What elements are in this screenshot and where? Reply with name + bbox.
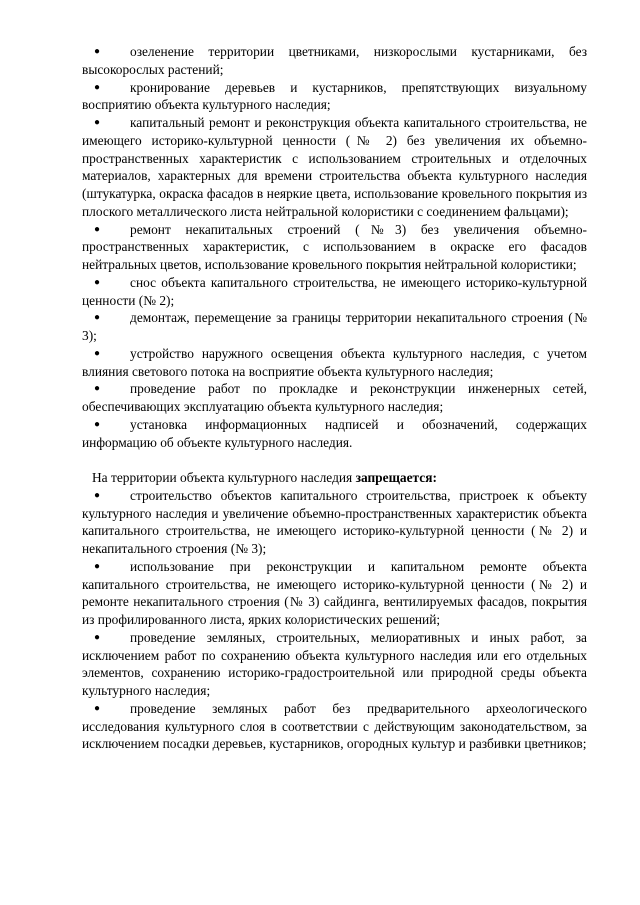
list-item: [82, 380, 587, 416]
list-item: [82, 558, 587, 629]
list-item-text: демонтаж, перемещение за границы территории некапитального строения (№ 3);: [82, 310, 587, 343]
prohibited-works-list: [82, 487, 587, 753]
bullet-icon: ●: [94, 702, 101, 714]
list-item-text: проведение земляных работ без предварительного археологического исследования культурного слоя в соответствии с действующим законодательством, за исключением посадки деревьев, кустарников, огородных культур и разбивки цветников;: [82, 700, 587, 752]
list-item: [82, 79, 587, 115]
bullet-icon: ●: [94, 347, 101, 359]
list-item: [82, 487, 587, 558]
list-item: [82, 43, 587, 79]
bullet-icon: ●: [94, 117, 101, 128]
prohibitions-intro: На территории объекта культурного наследия: [92, 470, 356, 485]
bullet-icon: ●: [94, 312, 101, 324]
list-item-text: кронирование деревьев и кустарников, препятствующих визуальному восприятию объекта культурного наследия;: [82, 79, 587, 113]
bullet-icon: ●: [94, 223, 101, 235]
list-item: [82, 345, 587, 381]
permitted-works-list: [82, 43, 587, 451]
bullet-icon: ●: [94, 46, 101, 57]
bullet-icon: ●: [94, 560, 101, 572]
list-item: [82, 309, 587, 345]
prohibitions-emphasis: запрещается:: [355, 470, 437, 485]
list-item-text: ремонт некапитальных строений (№3) без увеличения объемно-пространственных характеристик, с использованием в окраске его фасадов нейтральных цветов, использование кровельного покрытия нейтральной колористики;: [82, 221, 587, 272]
list-item-text: капитальный ремонт и реконструкция объекта капитального строительства, не имеющего историко-культурной ценности (№ 2) без увеличения их объемно-пространственных характеристик с использованием строительных и отделочных материалов, характерных для времени строительства объекта культурного наследия (штукатурка, окраска фасадов в неяркие цвета, использование кровельного покрытия из плоского металлического листа нейтральной колористики с соединением фальцами);: [82, 115, 587, 219]
list-item: [82, 416, 587, 452]
list-item: [82, 221, 587, 274]
prohibitions-heading: [82, 469, 587, 487]
bullet-icon: ●: [94, 383, 101, 395]
bullet-icon: ●: [94, 418, 101, 430]
list-item: [82, 629, 587, 700]
list-item-text: устройство наружного освещения объекта культурного наследия, с учетом влияния светового потока на восприятие объекта культурного наследия;: [82, 345, 587, 379]
list-item-text: снос объекта капитального строительства, не имеющего историко-культурной ценности (№ 2);: [82, 274, 587, 308]
list-item: [82, 700, 587, 753]
list-item: [82, 274, 587, 310]
list-item: [82, 114, 587, 221]
list-item-text: использование при реконструкции и капитальном ремонте объекта капитального строительства, не имеющего историко-культурной ценности (№ 2) и ремонте некапитального строения (№ 3) сайдинга, вентилируемых фасадов, покрытия из профилированного листа, ярких колористических решений;: [82, 558, 587, 627]
list-item-text: озеленение территории цветниками, низкорослыми кустарниками, без высокорослых растений;: [82, 44, 587, 77]
bullet-icon: ●: [94, 276, 101, 288]
bullet-icon: ●: [94, 631, 101, 643]
list-item-text: проведение работ по прокладке и реконструкции инженерных сетей, обеспечивающих эксплуатацию объекта культурного наследия;: [82, 381, 587, 414]
bullet-icon: ●: [94, 489, 101, 501]
list-item-text: установка информационных надписей и обозначений, содержащих информацию об объекте культурного наследия.: [82, 416, 587, 450]
document-page: [82, 43, 587, 753]
list-item-text: проведение земляных, строительных, мелиоративных и иных работ, за исключением работ по сохранению объекта культурного наследия или его отдельных элементов, сохранению историко-градостроительной или природной среды объекта культурного наследия;: [82, 629, 587, 698]
bullet-icon: ●: [94, 81, 101, 93]
list-item-text: строительство объектов капитального строительства, пристроек к объекту культурного наследия и увеличение объемно-пространственных характеристик объекта капитального строительства, не имеющего историко-культурной ценности (№ 2) и некапитального строения (№ 3);: [82, 487, 587, 556]
